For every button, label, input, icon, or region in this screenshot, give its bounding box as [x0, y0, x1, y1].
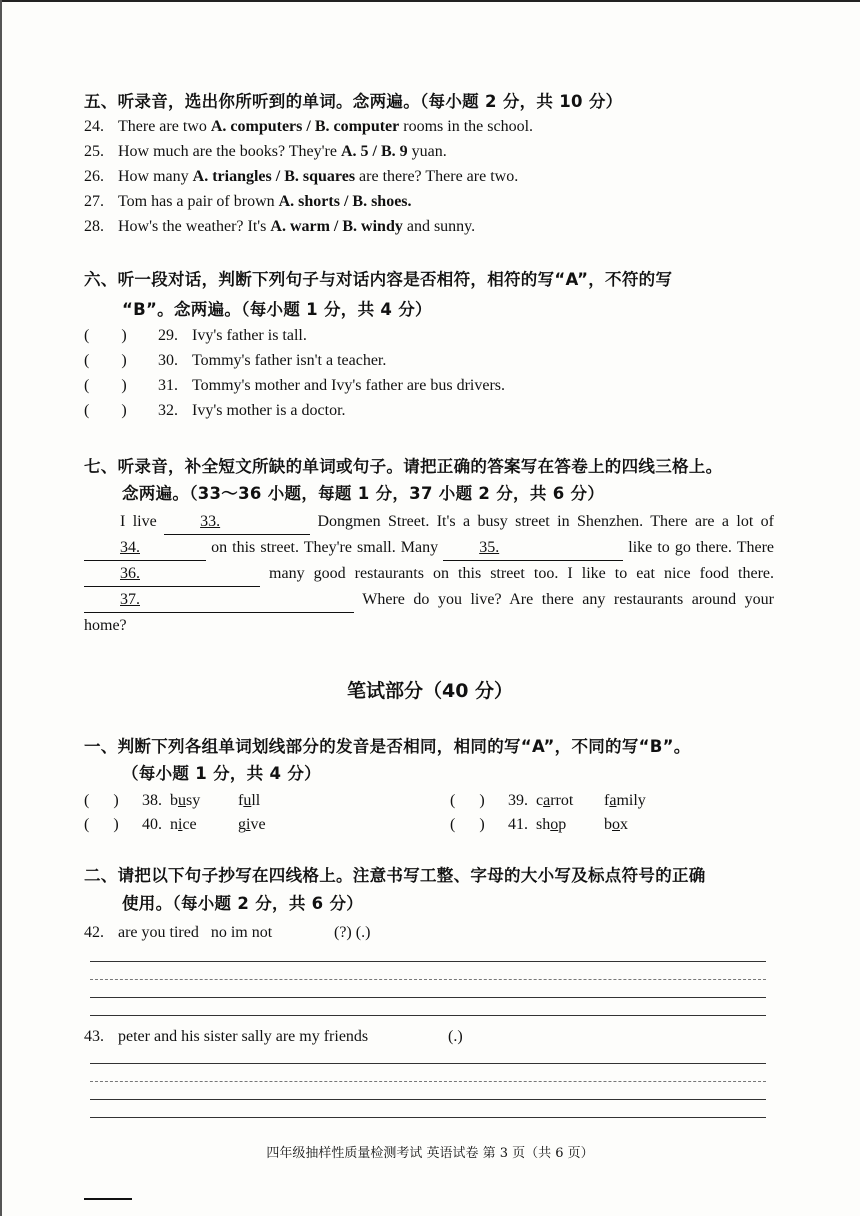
section-6-heading-1: 六、听一段对话，判断下列句子与对话内容是否相符，相符的写“A”，不符的写	[84, 270, 673, 289]
grid-line	[90, 1100, 766, 1118]
written-2-heading-1: 二、请把以下句子抄写在四线格上。注意书写工整、字母的大小写及标点符号的正确	[84, 866, 706, 885]
question-25: 25. How much are the books? They're A. 5 / B. 9 yuan.	[84, 143, 447, 160]
answer-blank-35[interactable]: 35.	[443, 535, 623, 561]
question-26: 26. How many A. triangles / B. squares are there? There are two.	[84, 168, 519, 185]
answer-paren-41[interactable]: ( )	[450, 816, 485, 833]
grid-line	[90, 944, 766, 962]
answer-paren[interactable]: ( )	[84, 327, 127, 344]
page-footer: 四年级抽样性质量检测考试 英语试卷 第 3 页（共 6 页）	[266, 1146, 594, 1161]
question-39: ( ) 39. carrot family	[450, 792, 646, 809]
written-1-heading-1: 一、判断下列各组单词划线部分的发音是否相同，相同的写“A”，不同的写“B”。	[84, 737, 691, 756]
answer-paren[interactable]: ( )	[84, 377, 127, 394]
written-2-heading-2: 使用。（每小题 2 分，共 6 分）	[122, 894, 364, 913]
page-top-edge	[0, 0, 860, 2]
question-31: ( ) 31. Tommy's mother and Ivy's father are bus drivers.	[84, 377, 506, 394]
word-box: box	[604, 816, 628, 833]
question-24: 24. There are two A. computers / B. computer rooms in the school.	[84, 118, 534, 135]
word-busy: busy	[170, 792, 201, 809]
answer-choices[interactable]: A. computers / B. computer	[210, 118, 400, 135]
section-6-heading-2: “B”。念两遍。（每小题 1 分，共 4 分）	[122, 300, 432, 319]
answer-paren-39[interactable]: ( )	[450, 792, 485, 809]
answer-blank-34[interactable]: 34.	[84, 535, 206, 561]
four-line-grid-43[interactable]	[90, 1046, 766, 1118]
word-full: full	[238, 792, 261, 809]
question-38: ( ) 38. busy full	[84, 792, 261, 809]
grid-line	[90, 1046, 766, 1064]
word-carrot: carrot	[536, 792, 574, 809]
grid-line	[90, 962, 766, 980]
question-32: ( ) 32. Ivy's mother is a doctor.	[84, 402, 346, 419]
question-41: ( ) 41. shop box	[450, 816, 628, 833]
grid-line	[90, 1082, 766, 1100]
question-42: 42. are you tired no im not (?) (.)	[84, 924, 371, 941]
answer-paren[interactable]: ( )	[84, 352, 127, 369]
word-family: family	[604, 792, 646, 809]
answer-blank-37[interactable]: 37.	[84, 587, 354, 613]
answer-paren-40[interactable]: ( )	[84, 816, 119, 833]
page-left-edge	[0, 0, 2, 1216]
answer-blank-33[interactable]: 33.	[164, 509, 310, 535]
question-40: ( ) 40. nice give	[84, 816, 266, 833]
question-29: ( ) 29. Ivy's father is tall.	[84, 327, 307, 344]
word-nice: nice	[170, 816, 197, 833]
word-give: give	[238, 816, 266, 833]
cloze-paragraph: I live 33. Dongmen Street. It's a busy street in Shenzhen. There are a lot of 34. on this street. They're small. Many 35. like to go there. There 36. many good restaurants on this street too. I like to eat nice food there. 37. Where do you live? Are there any restaurants around your home?	[84, 509, 774, 638]
section-7-heading-2: 念两遍。（33～36 小题，每题 1 分，37 小题 2 分，共 6 分）	[122, 484, 605, 503]
question-43: 43. peter and his sister sally are my friends (.)	[84, 1028, 463, 1045]
answer-choices[interactable]: A. triangles / B. squares	[192, 168, 356, 185]
answer-choices[interactable]: A. warm / B. windy	[270, 218, 403, 235]
answer-choices[interactable]: A. shorts / B. shoes.	[278, 193, 412, 210]
answer-choices[interactable]: A. 5 / B. 9	[340, 143, 408, 160]
written-1-heading-2: （每小题 1 分，共 4 分）	[122, 764, 321, 783]
written-section-title: 笔试部分（40 分）	[346, 680, 514, 702]
four-line-grid-42[interactable]	[90, 944, 766, 1016]
answer-paren-38[interactable]: ( )	[84, 792, 119, 809]
question-28: 28. How's the weather? It's A. warm / B. windy and sunny.	[84, 218, 476, 235]
section-5-heading: 五、听录音，选出你所听到的单词。念两遍。（每小题 2 分，共 10 分）	[84, 92, 623, 111]
question-30: ( ) 30. Tommy's father isn't a teacher.	[84, 352, 387, 369]
question-27: 27. Tom has a pair of brown A. shorts / B. shoes.	[84, 193, 412, 210]
bottom-dash	[84, 1198, 132, 1200]
answer-blank-36[interactable]: 36.	[84, 561, 260, 587]
grid-line	[90, 998, 766, 1016]
grid-line	[90, 980, 766, 998]
word-shop: shop	[536, 816, 567, 833]
answer-paren[interactable]: ( )	[84, 402, 127, 419]
grid-line	[90, 1064, 766, 1082]
section-7-heading-1: 七、听录音，补全短文所缺的单词或句子。请把正确的答案写在答卷上的四线三格上。	[84, 457, 723, 476]
